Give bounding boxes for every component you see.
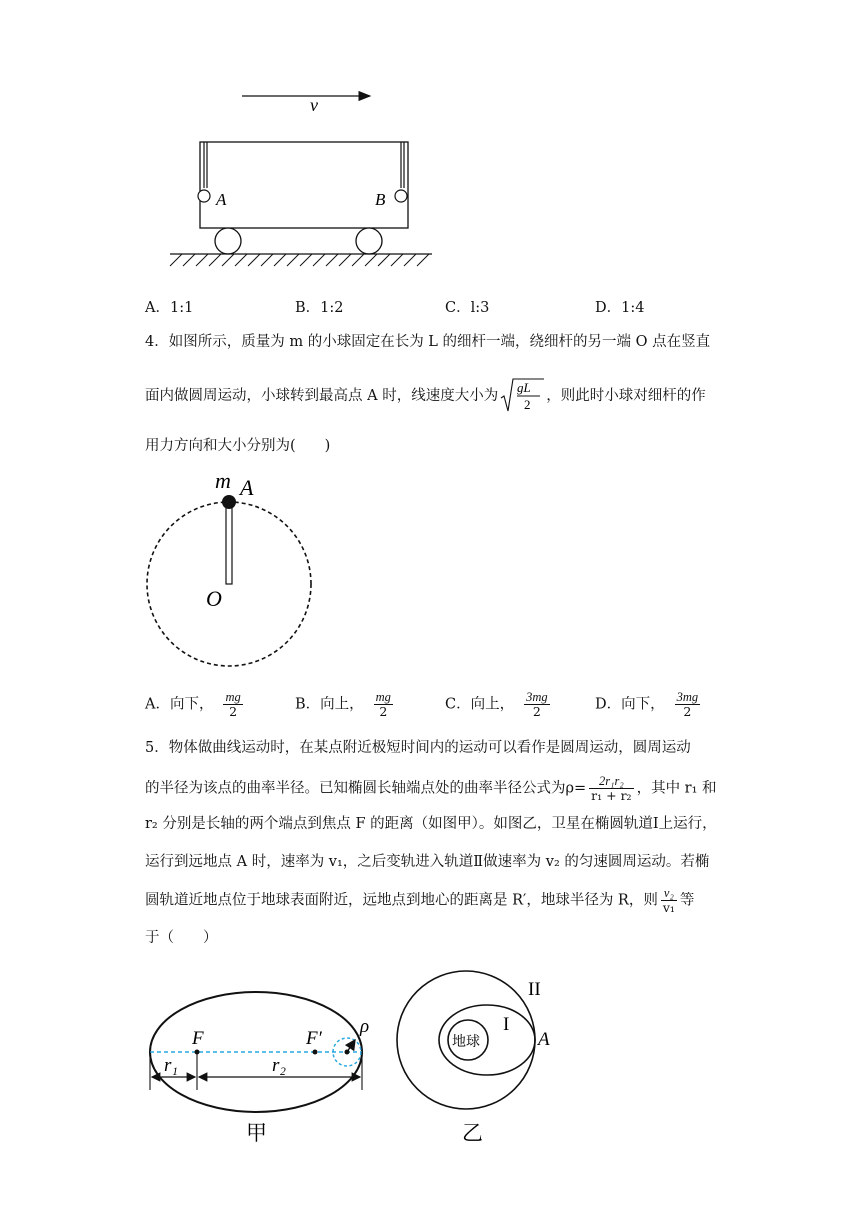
q5-line-2: 的半径为该点的曲率半径。已知椭圆长轴端点处的曲率半径公式为ρ= $\frac{\text{2r₁r₂}}{\text{r₁ + r₂}}$ ，其中 r₁ 和 (145, 774, 717, 803)
q5-line-1: 5．物体做曲线运动时，在某点附近极短时间内的运动可以看作是圆周运动，圆周运动 (145, 740, 691, 756)
ball-a (198, 190, 210, 202)
ellipse-figure-jia (140, 990, 380, 1150)
ground-hatching (170, 254, 429, 266)
q4-option-a: A．向下， $\frac{mg}{2}$ (145, 690, 241, 719)
q5-line-4: 运行到远地点 A 时，速率为 v₁，之后变轨进入轨道Ⅱ做速率为 v₂ 的匀速圆周运动。若椭 (145, 854, 710, 870)
rho-arrow (347, 1040, 355, 1052)
mass-label: m (215, 468, 231, 493)
q3-option-a: A．1:1 (145, 300, 194, 316)
sqrt-expression (500, 378, 544, 414)
svg-text:gL: gL (517, 380, 531, 395)
q3-option-b: B．1:2 (295, 300, 344, 316)
q4-option-c: C．向上， $\frac{3mg}{2}$ (445, 690, 548, 719)
point-a-label: A (538, 1029, 550, 1050)
q5-line-5: 圆轨道近地点位于地球表面附近，远地点到地心的距离是 R′，地球半径为 R，则 $\frac{\text{v₂}}{\text{v₁}}$ 等 (145, 886, 695, 915)
orbit-figure-yi (390, 968, 570, 1150)
q3-option-c: C．l:3 (445, 300, 490, 316)
orbit-ii-label: II (528, 979, 541, 1000)
q4-line-1: 4．如图所示，质量为 m 的小球固定在长为 L 的细杆一端，绕细杆的另一端 O 点在竖直 (145, 334, 711, 350)
wheel-left (215, 228, 241, 254)
cart-body (200, 142, 408, 228)
q5-line-6: 于（ ） (145, 930, 218, 946)
label-a: A (216, 190, 227, 209)
q4-option-b: B．向上， $\frac{mg}{2}$ (295, 690, 391, 719)
svg-text:r₁: r₁ (164, 1055, 178, 1076)
svg-text:r₂: r₂ (272, 1055, 286, 1076)
ball (222, 495, 236, 509)
curvature-formula: $\frac{\text{2r₁r₂}}{\text{r₁ + r₂}}$ (591, 774, 632, 803)
focus-f-prime (313, 1050, 318, 1055)
q4-line-3: 用力方向和大小分别为( ) (145, 438, 331, 454)
q3-option-d: D．1:4 (595, 300, 645, 316)
caption-yi: 乙 (462, 1121, 483, 1145)
velocity-ratio: $\frac{\text{v₂}}{\text{v₁}}$ (662, 886, 675, 915)
ball-b (395, 190, 407, 202)
wheel-right (356, 228, 382, 254)
rod (226, 504, 232, 584)
earth-label: 地球 (452, 1035, 480, 1050)
svg-text:2: 2 (524, 397, 531, 412)
orbit-i-label: I (503, 1014, 510, 1035)
svg-text:ρ: ρ (360, 1016, 370, 1037)
point-a-label: A (240, 475, 254, 500)
q5-line-3: r₂ 分别是长轴的两个端点到焦点 F 的距离（如图甲）。如图乙，卫星在椭圆轨道Ⅰ上运行， (145, 816, 717, 832)
label-b: B (375, 190, 386, 209)
svg-text:F: F (192, 1028, 204, 1049)
cart-figure (160, 80, 450, 275)
circular-motion-figure (140, 468, 330, 672)
point-o-label: O (206, 586, 222, 611)
q4-line-2: 面内做圆周运动，小球转到最高点 A 时，线速度大小为 gL 2 ，则此时小球对细杆的作 (145, 380, 706, 412)
svg-text:F′: F′ (306, 1028, 322, 1049)
caption-jia: 甲 (246, 1121, 267, 1145)
q4-option-d: D．向下， $\frac{3mg}{2}$ (595, 690, 699, 719)
velocity-label: v (310, 95, 318, 115)
